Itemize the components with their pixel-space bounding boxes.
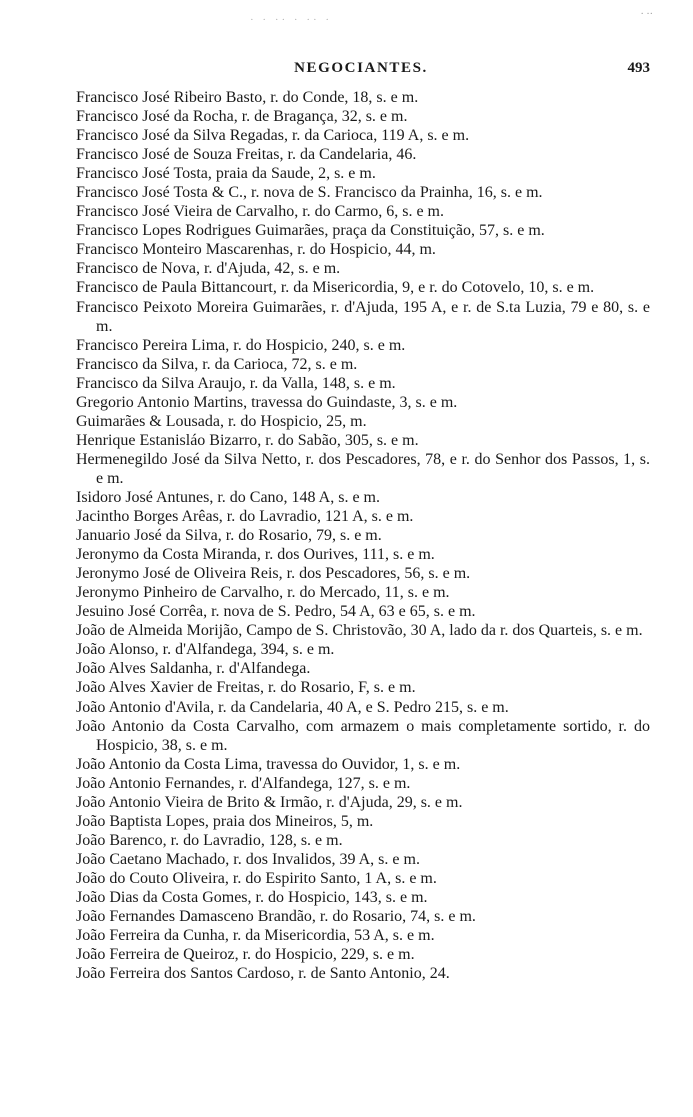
directory-entry: João Dias da Costa Gomes, r. do Hospicio, 143, s. e m. xyxy=(76,888,428,906)
directory-entry: Januario José da Silva, r. do Rosario, 79, s. e m. xyxy=(76,527,382,545)
corner-marks: · ·· xyxy=(640,9,653,20)
directory-entry: Jeronymo Pinheiro de Carvalho, r. do Mercado, 11, s. e m. xyxy=(76,584,450,602)
directory-entry: João Antonio d'Avila, r. da Candelaria, 40 A, e S. Pedro 215, s. e m. xyxy=(76,698,509,716)
page-number: 493 xyxy=(627,60,650,76)
directory-entry: Francisco Pereira Lima, r. do Hospicio, 240, s. e m. xyxy=(76,336,406,354)
directory-entry: Francisco José Vieira de Carvalho, r. do Carmo, 6, s. e m. xyxy=(76,203,444,221)
directory-entry: João Fernandes Damasceno Brandão, r. do Rosario, 74, s. e m. xyxy=(76,908,476,926)
directory-entry: Francisco José de Souza Freitas, r. da Candelaria, 46. xyxy=(76,146,417,164)
directory-entry: Francisco José da Rocha, r. de Bragança, 32, s. e m. xyxy=(76,108,408,126)
directory-entry: João Baptista Lopes, praia dos Mineiros, 5, m. xyxy=(76,812,374,830)
directory-entry: João Ferreira da Cunha, r. da Misericordia, 53 A, s. e m. xyxy=(76,927,435,945)
directory-entry: Francisco Monteiro Mascarenhas, r. do Hospicio, 44, m. xyxy=(76,241,436,259)
directory-entry: Francisco Peixoto Moreira Guimarães, r. d'Ajuda, 195 A, e r. de S.ta Luzia, 79 e 80, s. e m. xyxy=(76,298,650,335)
directory-entry: João Antonio Vieira de Brito & Irmão, r. d'Ajuda, 29, s. e m. xyxy=(76,793,463,811)
directory-entry: Francisco José Ribeiro Basto, r. do Conde, 18, s. e m. xyxy=(76,89,419,106)
directory-entry: João Ferreira de Queiroz, r. do Hospicio, 229, s. e m. xyxy=(76,946,415,964)
directory-entry: Francisco José Tosta, praia da Saude, 2, s. e m. xyxy=(76,165,376,183)
directory-entry: Francisco de Nova, r. d'Ajuda, 42, s. e m. xyxy=(76,260,341,278)
directory-entry: Guimarães & Lousada, r. do Hospicio, 25, m. xyxy=(76,412,367,430)
directory-entry: Jacintho Borges Arêas, r. do Lavradio, 121 A, s. e m. xyxy=(76,508,414,526)
directory-entry: João de Almeida Morijão, Campo de S. Christovão, 30 A, lado da r. dos Quarteis, s. e m. xyxy=(76,622,643,640)
directory-entry: João Caetano Machado, r. dos Invalidos, 39 A, s. e m. xyxy=(76,850,420,868)
directory-entry: Jeronymo José de Oliveira Reis, r. dos Pescadores, 56, s. e m. xyxy=(76,565,471,583)
directory-entry: Gregorio Antonio Martins, travessa do Guindaste, 3, s. e m. xyxy=(76,393,458,411)
directory-entry: Francisco da Silva, r. da Carioca, 72, s. e m. xyxy=(76,355,358,373)
directory-entry: João Alonso, r. d'Alfandega, 394, s. e m. xyxy=(76,641,335,659)
directory-entry: Jeronymo da Costa Miranda, r. dos Ourives, 111, s. e m. xyxy=(76,546,435,564)
directory-entry: João Alves Saldanha, r. d'Alfandega. xyxy=(76,660,311,678)
directory-entry: João do Couto Oliveira, r. do Espirito Santo, 1 A, s. e m. xyxy=(76,869,437,887)
directory-entry: João Ferreira dos Santos Cardoso, r. de Santo Antonio, 24. xyxy=(76,965,450,983)
directory-entry: João Alves Xavier de Freitas, r. do Rosario, F, s. e m. xyxy=(76,679,416,697)
directory-entry: Hermenegildo José da Silva Netto, r. dos Pescadores, 78, e r. do Senhor dos Passos, 1, s. e m. xyxy=(76,450,650,487)
page-header xyxy=(72,60,650,82)
directory-entry: Francisco Lopes Rodrigues Guimarães, praça da Constituição, 57, s. e m. xyxy=(76,222,545,240)
directory-entry: Francisco de Paula Bittancourt, r. da Misericordia, 9, e r. do Cotovelo, 10, s. e m. xyxy=(76,279,595,297)
directory-entry: Henrique Estanisláo Bizarro, r. do Sabão, 305, s. e m. xyxy=(76,431,419,449)
directory-entry: Isidoro José Antunes, r. do Cano, 148 A, s. e m. xyxy=(76,488,380,506)
merchant-list xyxy=(76,88,650,983)
directory-entry: Francisco José Tosta & C., r. nova de S. Francisco da Prainha, 16, s. e m. xyxy=(76,184,543,202)
directory-entry: Francisco da Silva Araujo, r. da Valla, 148, s. e m. xyxy=(76,374,396,392)
directory-entry: João Barenco, r. do Lavradio, 128, s. e m. xyxy=(76,831,343,849)
show-through-text: · · ·· · ·· · xyxy=(250,14,333,26)
page-title: NEGOCIANTES. xyxy=(294,60,428,76)
directory-entry: Jesuino José Corrêa, r. nova de S. Pedro, 54 A, 63 e 65, s. e m. xyxy=(76,603,476,621)
directory-entry: João Antonio Fernandes, r. d'Alfandega, 127, s. e m. xyxy=(76,774,411,792)
directory-entry: Francisco José da Silva Regadas, r. da Carioca, 119 A, s. e m. xyxy=(76,127,470,145)
directory-entry: João Antonio da Costa Carvalho, com armazem o mais completamente sortido, r. do Hospicio, 38, s. e m. xyxy=(76,717,650,754)
directory-entry: João Antonio da Costa Lima, travessa do Ouvidor, 1, s. e m. xyxy=(76,755,461,773)
